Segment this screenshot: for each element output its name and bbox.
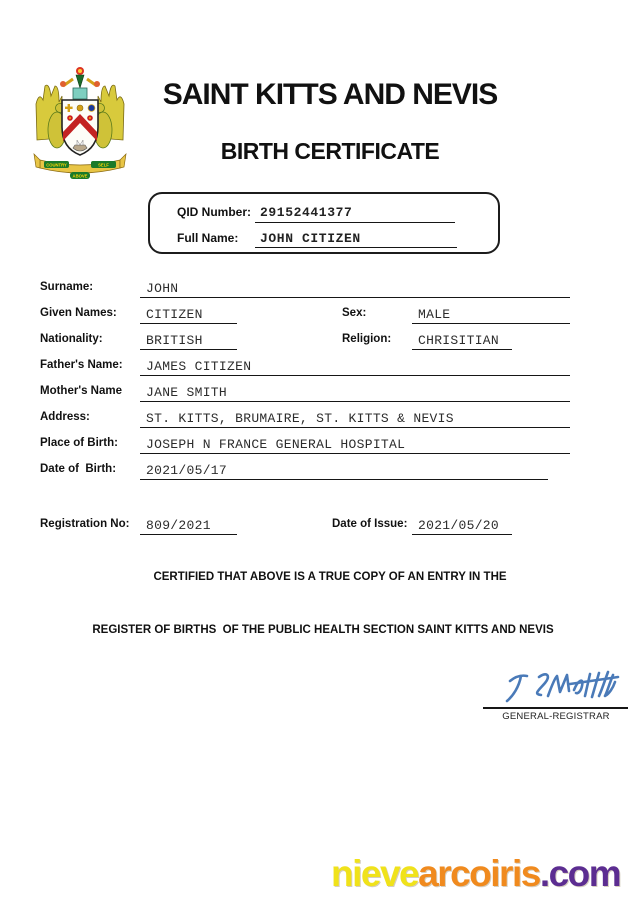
motto-left-text: COUNTRY: [46, 162, 67, 168]
mothers-name-label: Mother's Name: [40, 385, 122, 397]
address-underline: [140, 410, 570, 428]
chief-center-emblem: [77, 105, 83, 111]
right-rose-center: [89, 117, 91, 119]
address-value: ST. KITTS, BRUMAIRE, ST. KITTS & NEVIS: [146, 411, 454, 426]
id-box: [148, 192, 500, 254]
religion-value: CHRISITIAN: [418, 333, 500, 348]
mothers-name-underline: [140, 384, 570, 402]
date-of-issue-value: 2021/05/20: [418, 518, 500, 533]
registration-no-underline: [140, 517, 237, 535]
fathers-name-underline: [140, 358, 570, 376]
registration-no-label: Registration No:: [40, 518, 130, 530]
sex-value: MALE: [418, 307, 451, 322]
address-label: Address:: [40, 411, 90, 423]
nationality-underline: [140, 332, 237, 350]
surname-value: JOHN: [146, 281, 179, 296]
left-rose-center: [69, 117, 71, 119]
torch: [76, 75, 84, 88]
full-name-underline: [255, 247, 457, 248]
nationality-value: BRITISH: [146, 333, 203, 348]
blue-roundel: [88, 105, 95, 112]
left-flame: [60, 81, 66, 87]
date-of-issue-label: Date of Issue:: [332, 518, 408, 530]
ribbon-left-end: [34, 154, 40, 168]
qid-value: 29152441377: [260, 205, 353, 220]
right-flame: [94, 81, 100, 87]
registrar-title: GENERAL-REGISTRAR: [502, 711, 610, 722]
watermark-part2: arcoiris: [418, 853, 540, 894]
watermark-part1: nieve: [331, 853, 419, 894]
date-of-birth-underline: [140, 462, 548, 480]
fleur-de-lis-bar: [65, 107, 73, 109]
given-names-label: Given Names:: [40, 307, 117, 319]
religion-label: Religion:: [342, 333, 392, 345]
registrar-signature-icon: [500, 667, 630, 709]
motto-center-text: ABOVE: [72, 173, 88, 179]
date-of-issue-underline: [412, 517, 512, 535]
certification-line-2: REGISTER OF BIRTHS OF THE PUBLIC HEALTH SECTION SAINT KITTS AND NEVIS: [92, 624, 554, 636]
watermark-part3: .com: [539, 853, 621, 894]
religion-underline: [412, 332, 512, 350]
surname-label: Surname:: [40, 281, 94, 293]
sex-label: Sex:: [342, 307, 367, 319]
signature-line: [483, 707, 628, 709]
date-of-birth-label: Date of Birth:: [40, 463, 117, 475]
certification-line-1: CERTIFIED THAT ABOVE IS A TRUE COPY OF AN ENTRY IN THE: [153, 571, 507, 583]
place-of-birth-underline: [140, 436, 570, 454]
place-of-birth-value: JOSEPH N FRANCE GENERAL HOSPITAL: [146, 437, 406, 452]
registration-no-value: 809/2021: [146, 518, 211, 533]
qid-underline: [255, 222, 455, 223]
nationality-label: Nationality:: [40, 333, 103, 345]
document-title: SAINT KITTS AND NEVIS: [162, 78, 498, 111]
fathers-name-label: Father's Name:: [40, 359, 123, 371]
mothers-name-value: JANE SMITH: [146, 385, 228, 400]
surname-underline: [140, 280, 570, 298]
motto-right-text: SELF: [98, 162, 109, 168]
full-name-label: Full Name:: [177, 231, 239, 245]
fathers-name-value: JAMES CITIZEN: [146, 359, 252, 374]
full-name-value: JOHN CITIZEN: [260, 231, 361, 246]
saint-kitts-nevis-coat-of-arms: [33, 60, 127, 184]
qid-label: QID Number:: [177, 205, 252, 219]
watermark: [331, 853, 620, 895]
sex-underline: [412, 306, 570, 324]
date-of-birth-value: 2021/05/17: [146, 463, 228, 478]
given-names-underline: [140, 306, 237, 324]
torch-flame-core: [78, 69, 82, 73]
place-of-birth-label: Place of Birth:: [40, 437, 118, 449]
document-subtitle: BIRTH CERTIFICATE: [220, 138, 440, 164]
helmet: [73, 88, 87, 99]
given-names-value: CITIZEN: [146, 307, 203, 322]
